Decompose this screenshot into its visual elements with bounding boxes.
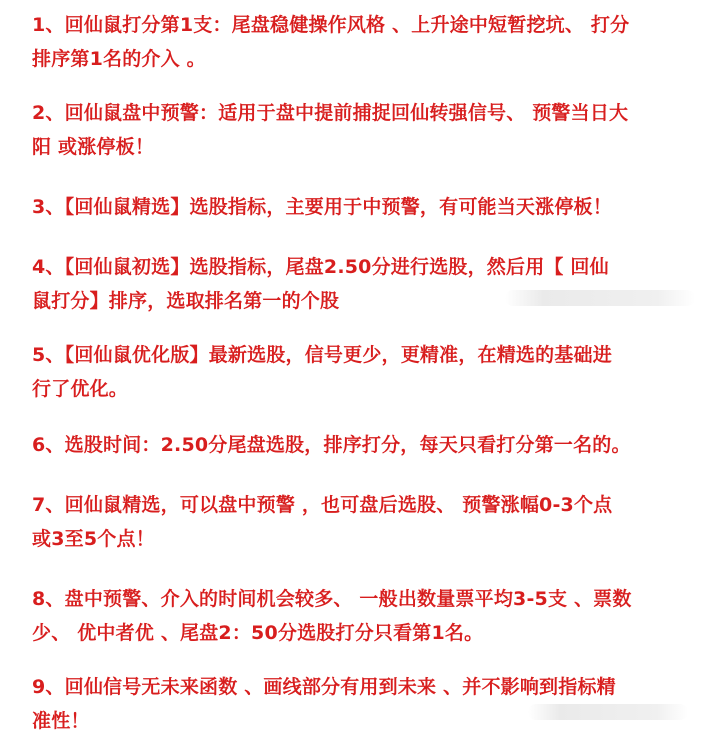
item-9-line-2: 准性！ <box>32 710 90 732</box>
item-5-line-2: 行了优化。 <box>32 378 129 400</box>
blurred-watermark-bottom <box>528 704 688 720</box>
item-7-line-2: 或3至5个点！ <box>32 528 155 550</box>
blurred-watermark <box>505 290 695 306</box>
item-2-line-2: 阳 或涨停板！ <box>32 136 155 158</box>
list-item-1 <box>32 8 692 76</box>
item-4-line-1: 4、【回仙鼠初选】选股指标，尾盘2.50分进行选股，然后用【 回仙 <box>32 256 609 278</box>
list-item-6 <box>32 428 692 462</box>
list-item-4 <box>32 250 692 318</box>
list-item-2 <box>32 96 692 164</box>
item-1-line-1: 1、回仙鼠打分第1支：尾盘稳健操作风格 、上升途中短暂挖坑、 打分 <box>32 14 630 36</box>
item-5-line-1: 5、【回仙鼠优化版】最新选股，信号更少，更精准，在精选的基础进 <box>32 344 612 366</box>
item-2-line-1: 2、回仙鼠盘中预警：适用于盘中提前捕捉回仙转强信号、 预警当日大 <box>32 102 629 124</box>
item-8-line-2: 少、 优中者优 、尾盘2：50分选股打分只看第1名。 <box>32 622 484 644</box>
item-8-line-1: 8、盘中预警、介入的时间机会较多、 一般出数量票平均3-5支 、票数 <box>32 588 632 610</box>
list-item-3 <box>32 190 692 224</box>
item-6-line-1: 6、选股时间：2.50分尾盘选股，排序打分，每天只看打分第一名的。 <box>32 434 631 456</box>
list-item-5 <box>32 338 692 406</box>
item-9-line-1: 9、回仙信号无未来函数 、画线部分有用到未来 、并不影响到指标精 <box>32 676 616 698</box>
list-item-8 <box>32 582 692 650</box>
item-3-line-1: 3、【回仙鼠精选】选股指标，主要用于中预警，有可能当天涨停板！ <box>32 196 612 218</box>
item-4-line-2: 鼠打分】排序，选取排名第一的个股 <box>32 290 340 312</box>
item-1-line-2: 排序第1名的介入 。 <box>32 48 206 70</box>
item-7-line-1: 7、回仙鼠精选，可以盘中预警 ，也可盘后选股、 预警涨幅0-3个点 <box>32 494 613 516</box>
list-item-7 <box>32 488 692 556</box>
